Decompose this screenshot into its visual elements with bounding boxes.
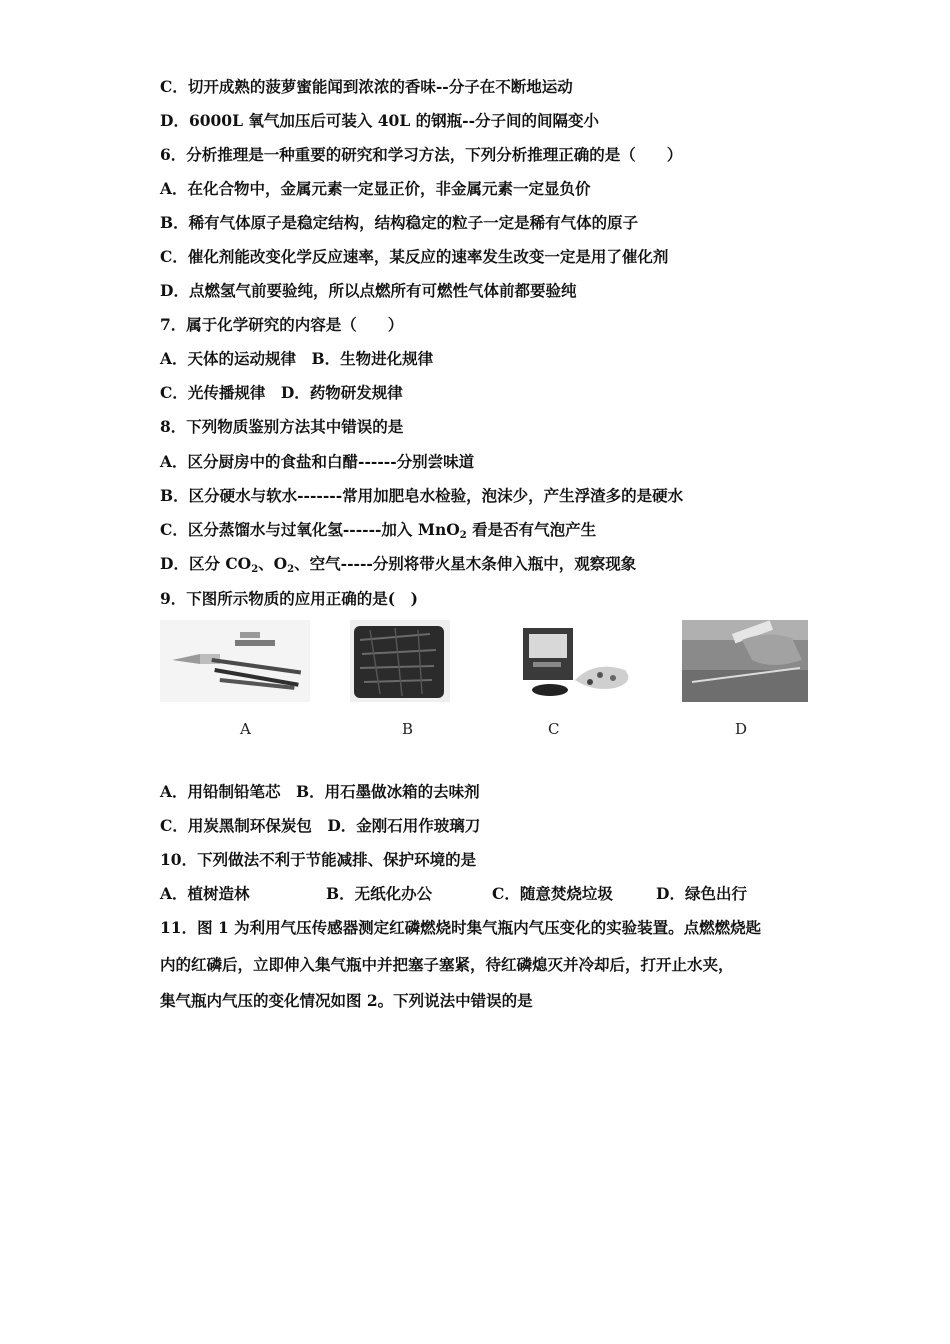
figure-c-carbon-bag-image [515,620,645,702]
q8-option-c-tail: 看是否有气泡产生 [466,520,597,539]
q9-stem: 9．下图所示物质的应用正确的是( ) [160,589,418,608]
q8-option-d-text: D．区分 CO [160,554,252,573]
q6-option-c: C．催化剂能改变化学反应速率，某反应的速率发生改变一定是用了催化剂 [160,247,669,266]
figure-label-d: D [735,720,748,738]
figure-label-a: A [240,720,251,738]
figure-d-glass-cutter-image [682,620,808,702]
q8-option-b: B．区分硬水与软水-------常用加肥皂水检验，泡沫少，产生浮渣多的是硬水 [160,486,684,505]
q6-option-d: D．点燃氢气前要验纯，所以点燃所有可燃性气体前都要验纯 [160,281,577,300]
q10-stem: 10．下列做法不利于节能减排、保护环境的是 [160,850,477,869]
q8-option-a: A．区分厨房中的食盐和白醋------分别尝味道 [160,452,475,471]
q10-option-a: A．植树造林 [160,884,250,903]
q8-option-d-tail: 、空气-----分别将带火星木条伸入瓶中，观察现象 [294,554,637,573]
q7-options-ab: A．天体的运动规律 B．生物进化规律 [160,349,434,368]
q8-stem: 8．下列物质鉴别方法其中错误的是 [160,417,404,436]
q11-line-1: 11．图 1 为利用气压传感器测定红磷燃烧时集气瓶内气压变化的实验装置。点燃燃烧匙 [160,918,762,937]
q6-option-b: B．稀有气体原子是稳定结构，结构稳定的粒子一定是稀有气体的原子 [160,213,639,232]
figure-label-c: C [548,720,560,738]
q8-option-d-text2: 、O [258,554,288,573]
subscript: 2 [251,564,259,575]
q6-stem: 6．分析推理是一种重要的研究和学习方法，下列分析推理正确的是（ ） [160,145,683,164]
figure-b-graphite-image [350,620,450,702]
q10-option-d: D．绿色出行 [656,884,747,903]
figure-label-b: B [402,720,414,738]
q5-option-d: D．6000L 氧气加压后可装入 40L 的钢瓶--分子间的间隔变小 [160,111,600,130]
q8-option-c-text: C．区分蒸馏水与过氧化氢------加入 MnO [160,520,460,539]
q10-option-b: B．无纸化办公 [326,884,433,903]
q9-options-cd: C．用炭黑制环保炭包 D．金刚石用作玻璃刀 [160,816,481,835]
q11-line-3: 集气瓶内气压的变化情况如图 2。下列说法中错误的是 [160,991,533,1010]
q7-stem: 7．属于化学研究的内容是（ ） [160,315,404,334]
figure-a-pencils-image [160,620,310,702]
q7-options-cd: C．光传播规律 D．药物研发规律 [160,383,403,402]
q8-option-c [160,520,596,546]
q5-option-c: C．切开成熟的菠萝蜜能闻到浓浓的香味--分子在不断地运动 [160,77,573,96]
q10-options [160,884,800,904]
q10-option-c: C．随意焚烧垃圾 [492,884,613,903]
subscript: 2 [287,564,295,575]
q9-options-ab: A．用铅制铅笔芯 B．用石墨做冰箱的去味剂 [160,782,480,801]
subscript: 2 [459,530,467,541]
q8-option-d [160,554,636,580]
q11-line-2: 内的红磷后，立即伸入集气瓶中并把塞子塞紧，待红磷熄灭并冷却后，打开止水夹， [160,955,734,974]
q6-option-a: A．在化合物中，金属元素一定显正价，非金属元素一定显负价 [160,179,591,198]
q9-figure [160,620,810,750]
